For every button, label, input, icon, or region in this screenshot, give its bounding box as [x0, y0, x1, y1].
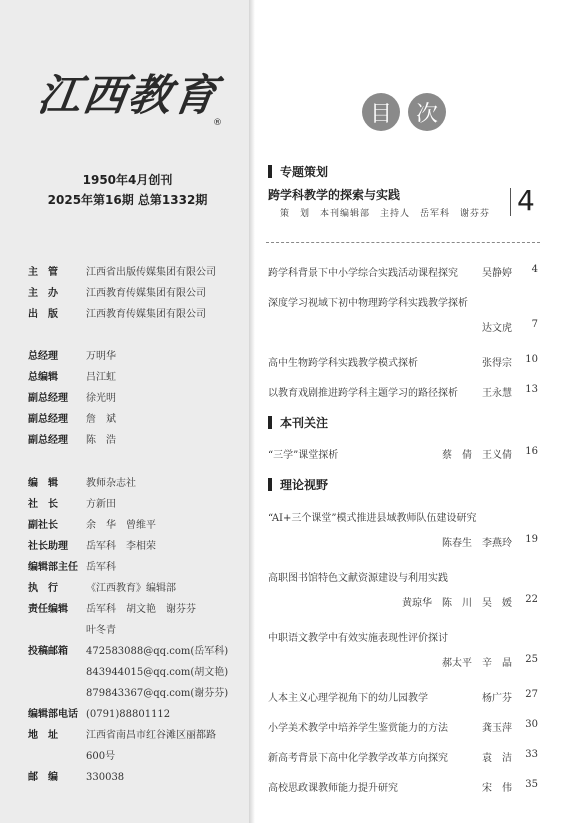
section-title: 理论视野 [280, 478, 329, 492]
info-value: 岳军科 李相荣 [86, 541, 156, 552]
dashed-divider [266, 242, 540, 243]
toc-entry[interactable] [268, 569, 538, 609]
info-label: 社 长 [28, 499, 58, 510]
toc-entry[interactable] [268, 354, 538, 369]
divider [510, 188, 511, 216]
journal-logo: 江西教育 [34, 71, 222, 121]
toc-entry[interactable] [268, 749, 538, 764]
contents-title [362, 93, 446, 133]
article-title[interactable]: 人本主义心理学视角下的幼儿园教学 [268, 693, 428, 704]
article-author: 宋 伟 [482, 783, 512, 794]
info-value: (0791)88801112 [86, 709, 171, 720]
info-label: 副总经理 [28, 393, 68, 404]
info-value-line: 600号 [86, 751, 116, 762]
article-author: 蔡 倩 王义倩 [442, 450, 512, 461]
info-value: 吕江虹 [86, 372, 116, 383]
article-title[interactable]: 深度学习视域下初中物理跨学科实践教学探析 [268, 298, 468, 309]
toc-entry[interactable] [268, 779, 538, 794]
section-title: 本刊关注 [280, 416, 329, 430]
contents-title-char: 次 [408, 93, 446, 131]
section-heading-theory [268, 476, 328, 493]
article-page: 27 [525, 689, 538, 700]
feature-byline: 策 划 本刊编辑部 主持人 岳军科 谢芬芬 [280, 209, 491, 219]
info-row [28, 304, 250, 325]
info-value: 教师杂志社 [86, 478, 136, 489]
info-value: 陈 浩 [86, 435, 116, 446]
section-title: 专题策划 [280, 165, 329, 179]
article-title[interactable]: “AI+三个课堂”模式推进县域教师队伍建设研究 [268, 513, 477, 524]
toc-entry[interactable] [268, 719, 538, 734]
article-page: 10 [525, 354, 538, 365]
article-page: 16 [525, 446, 538, 457]
article-author: 黄琼华 陈 川 吴 媛 [402, 598, 512, 609]
info-value [86, 641, 250, 704]
toc-entry[interactable] [268, 629, 538, 669]
info-value: 江西教育传媒集团有限公司 [86, 309, 206, 320]
info-row [28, 536, 250, 557]
info-label: 编 辑 [28, 478, 58, 489]
editorial-block [28, 473, 250, 788]
section-bar [268, 478, 272, 491]
section-bar [268, 165, 272, 178]
leadership-block [28, 346, 250, 451]
info-value: 江西教育传媒集团有限公司 [86, 288, 206, 299]
article-page: 30 [525, 719, 538, 730]
article-title[interactable]: 高中生物跨学科实践教学模式探析 [268, 358, 418, 369]
info-row [28, 704, 250, 725]
article-page: 7 [531, 319, 538, 330]
info-row [28, 494, 250, 515]
info-row [28, 725, 250, 767]
article-author: 杨广芬 [482, 693, 512, 704]
info-label: 主 办 [28, 288, 58, 299]
article-page: 13 [525, 384, 538, 395]
info-row [28, 557, 250, 578]
info-row [28, 515, 250, 536]
info-row [28, 599, 250, 641]
info-value: 詹 斌 [86, 414, 116, 425]
info-row [28, 409, 250, 430]
section-heading-focus [268, 414, 328, 431]
info-value: 万明华 [86, 351, 116, 362]
email-line: 843944015@qq.com(胡文艳) [86, 667, 229, 678]
info-label: 副总经理 [28, 414, 68, 425]
article-author: 吴静婷 [482, 268, 512, 279]
info-label: 主 管 [28, 267, 58, 278]
info-row [28, 473, 250, 494]
registered-mark: ® [213, 118, 222, 128]
article-author: 达文虎 [482, 323, 512, 334]
info-label: 总编辑 [28, 372, 58, 383]
article-title[interactable]: 高职图书馆特色文献资源建设与利用实践 [268, 573, 448, 584]
info-value: 余 华 曾维平 [86, 520, 156, 531]
toc-entry[interactable] [268, 264, 538, 279]
article-author: 袁 洁 [482, 753, 512, 764]
article-title[interactable]: “三学”课堂探析 [268, 450, 339, 461]
article-page: 25 [525, 654, 538, 665]
info-label: 邮 编 [28, 772, 58, 783]
article-title[interactable]: 跨学科背景下中小学综合实践活动课程探究 [268, 268, 458, 279]
info-value-line: 叶冬青 [86, 625, 116, 636]
info-value: 《江西教育》编辑部 [86, 583, 176, 594]
issue-info [40, 170, 215, 210]
toc-entry[interactable] [268, 446, 538, 461]
info-row [28, 578, 250, 599]
article-page: 19 [525, 534, 538, 545]
section-bar [268, 416, 272, 429]
info-label: 总经理 [28, 351, 58, 362]
issue-line: 2025年第16期 总第1332期 [47, 193, 208, 207]
info-label: 地 址 [28, 730, 58, 741]
contents-title-char: 目 [362, 93, 400, 131]
info-label: 编辑部主任 [28, 562, 78, 573]
article-page: 4 [531, 264, 538, 275]
info-label: 副社长 [28, 520, 58, 531]
feature-title[interactable]: 跨学科教学的探索与实践 [268, 188, 401, 202]
info-label: 执 行 [28, 583, 58, 594]
info-label: 投稿邮箱 [28, 646, 68, 657]
article-page: 33 [525, 749, 538, 760]
info-row [28, 262, 250, 283]
info-label: 出 版 [28, 309, 58, 320]
info-label: 编辑部电话 [28, 709, 78, 720]
info-row [28, 641, 250, 704]
publisher-block [28, 262, 250, 325]
info-value [86, 599, 250, 641]
info-label: 责任编辑 [28, 604, 68, 615]
info-label: 副总经理 [28, 435, 68, 446]
info-row [28, 430, 250, 451]
info-row [28, 283, 250, 304]
info-row [28, 367, 250, 388]
article-author: 龚玉萍 [482, 723, 512, 734]
article-title[interactable]: 高校思政课教师能力提升研究 [268, 783, 398, 794]
info-row [28, 346, 250, 367]
article-author: 郝太平 辛 晶 [442, 658, 512, 669]
info-value: 方新田 [86, 499, 116, 510]
article-title[interactable]: 中职语文教学中有效实施表现性评价探讨 [268, 633, 448, 644]
founded-line: 1950年4月创刊 [82, 173, 173, 187]
toc-entry[interactable] [268, 384, 538, 399]
article-author: 张得宗 [482, 358, 512, 369]
info-value-line: 江西省南昌市红谷滩区丽都路 [86, 730, 216, 741]
article-title[interactable]: 以教育戏剧推进跨学科主题学习的路径探析 [268, 388, 458, 399]
article-title[interactable]: 新高考背景下高中化学教学改革方向探究 [268, 753, 448, 764]
info-value: 江西省出版传媒集团有限公司 [86, 267, 216, 278]
info-value: 徐光明 [86, 393, 116, 404]
info-row [28, 767, 250, 788]
section-heading-feature [268, 163, 328, 180]
article-author: 王永慧 [482, 388, 512, 399]
article-page: 35 [525, 779, 538, 790]
info-value: 岳军科 [86, 562, 116, 573]
article-page: 22 [525, 594, 538, 605]
info-value-line: 岳军科 胡文艳 谢芬芬 [86, 604, 196, 615]
info-value [86, 725, 250, 767]
article-author: 陈春生 李燕玲 [442, 538, 512, 549]
info-value: 330038 [86, 772, 125, 783]
toc-entry[interactable] [268, 689, 538, 704]
info-label: 社长助理 [28, 541, 68, 552]
email-line: 879843367@qq.com(谢芬芬) [86, 688, 229, 699]
toc-entry[interactable] [268, 509, 538, 549]
article-title[interactable]: 小学美术教学中培养学生鉴赏能力的方法 [268, 723, 448, 734]
toc-entry[interactable] [268, 294, 538, 334]
feature-page-number: 4 [517, 184, 535, 217]
email-line: 472583088@qq.com(岳军科) [86, 646, 229, 657]
info-row [28, 388, 250, 409]
